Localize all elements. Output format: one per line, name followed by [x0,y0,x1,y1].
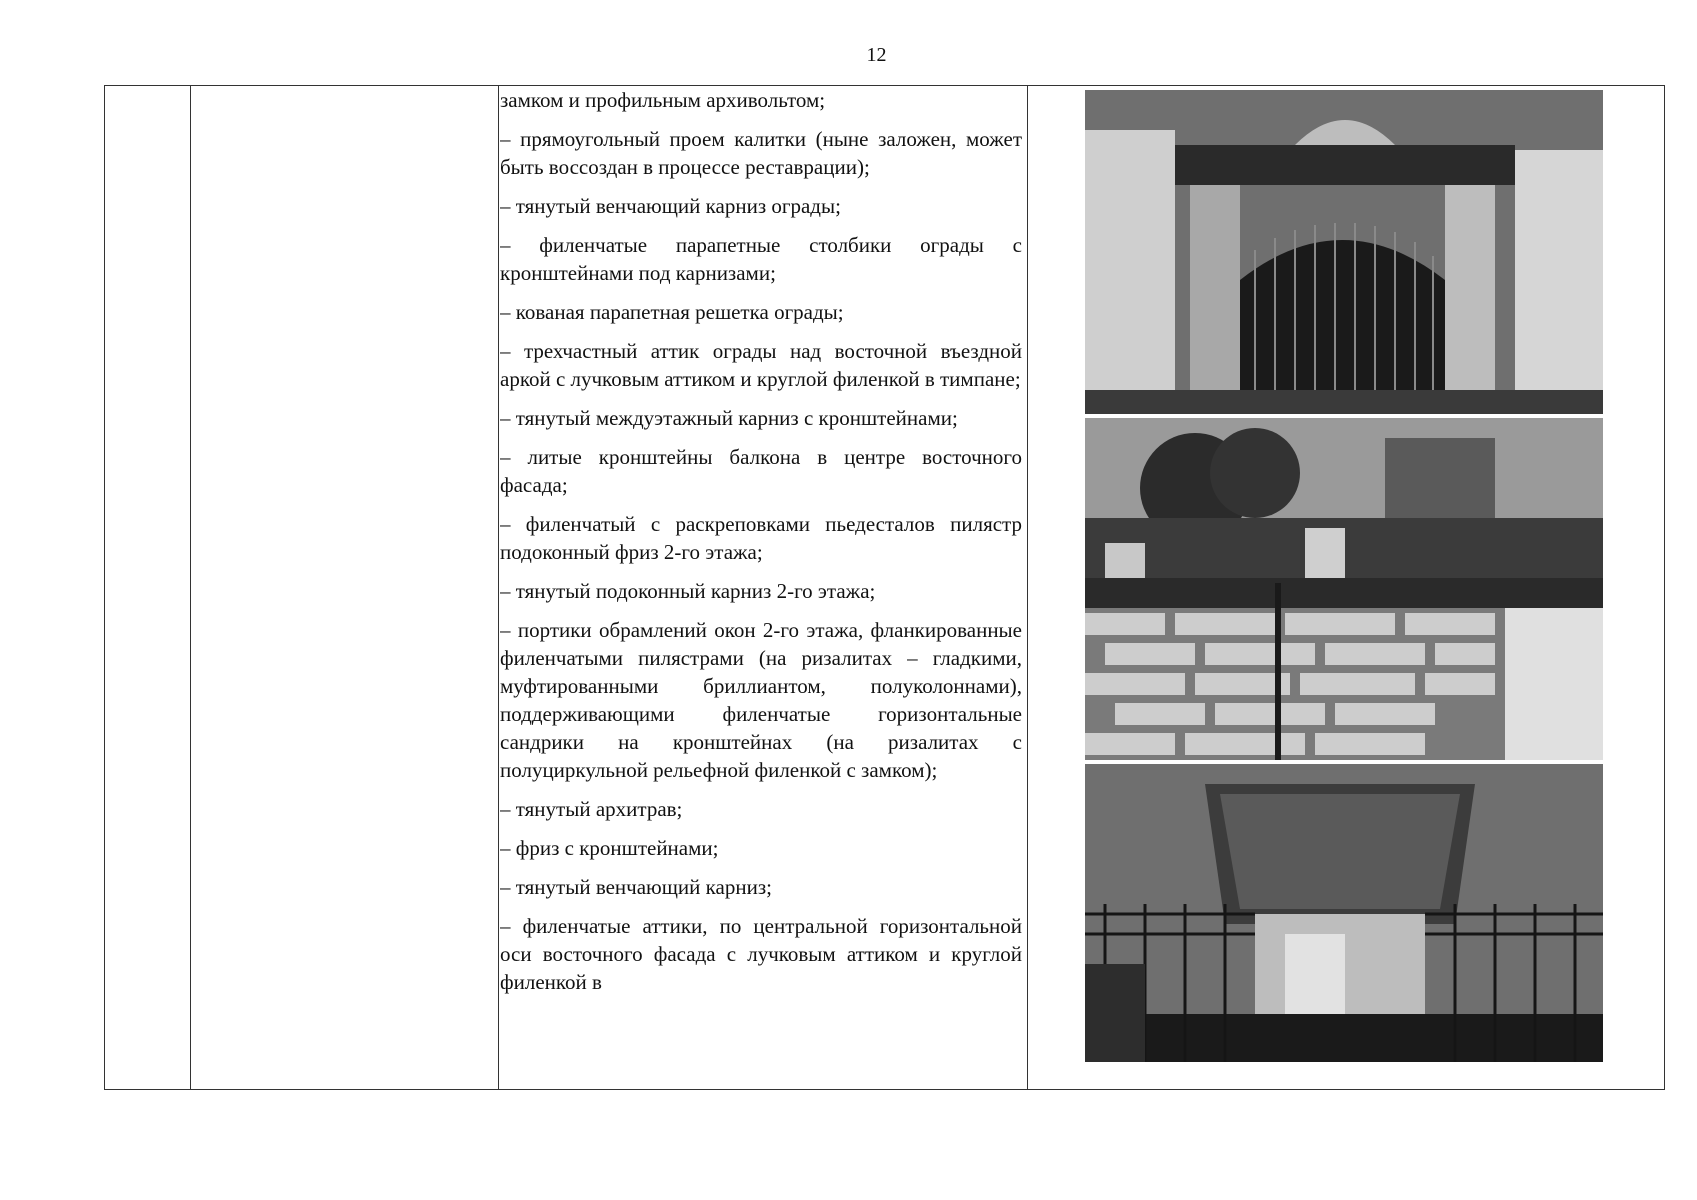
feature-item: – тянутый подоконный карниз 2-го этажа; [500,579,876,603]
feature-item: – трехчастный аттик ограды над восточной въездной аркой с лучковым аттиком и круглой филенкой в тимпане; [500,339,1022,391]
arched-gate-photo [1085,90,1603,414]
feature-item: – кованая парапетная решетка ограды; [500,300,844,324]
feature-item: – прямоугольный проем калитки (ныне заложен, может быть воссоздан в процессе реставрации); [500,127,1022,179]
feature-item: – тянутый венчающий карниз; [500,875,772,899]
feature-item: – филенчатый с раскреповками пьедесталов пилястр подоконный фриз 2-го этажа; [500,512,1022,564]
feature-item: – филенчатые парапетные столбики ограды с кронштейнами под карнизами; [500,233,1022,285]
balcony-bracket-photo [1085,764,1603,1062]
feature-item: – тянутый архитрав; [500,797,683,821]
column-divider [498,86,499,1089]
feature-item: – литые кронштейны балкона в центре восточного фасада; [500,445,1022,497]
photo-column [1085,90,1603,1066]
feature-item: – тянутый междуэтажный карниз с кронштейнами; [500,406,958,430]
column-divider [190,86,191,1089]
facade-fence-photo [1085,418,1603,760]
page-number: 12 [866,44,887,66]
feature-item: – тянутый венчающий карниз ограды; [500,194,841,218]
features-list [500,86,1022,1089]
feature-item: замком и профильным архивольтом; [500,88,826,112]
feature-item: – фриз с кронштейнами; [500,836,719,860]
protected-features-table [104,85,1665,1090]
feature-item: – портики обрамлений окон 2-го этажа, фланкированные филенчатыми пилястрами (на ризалитах – гладкими, муфтированными бриллиантом, полуколоннами), поддерживающими филенчатые горизонтальные сандрики на кронштейнах (на ризалитах с полуциркульной рельефной филенкой с замком); [500,618,1022,782]
column-divider [1027,86,1028,1089]
feature-item: – филенчатые аттики, по центральной горизонтальной оси восточного фасада с лучковым аттиком и круглой филенкой в [500,914,1022,994]
